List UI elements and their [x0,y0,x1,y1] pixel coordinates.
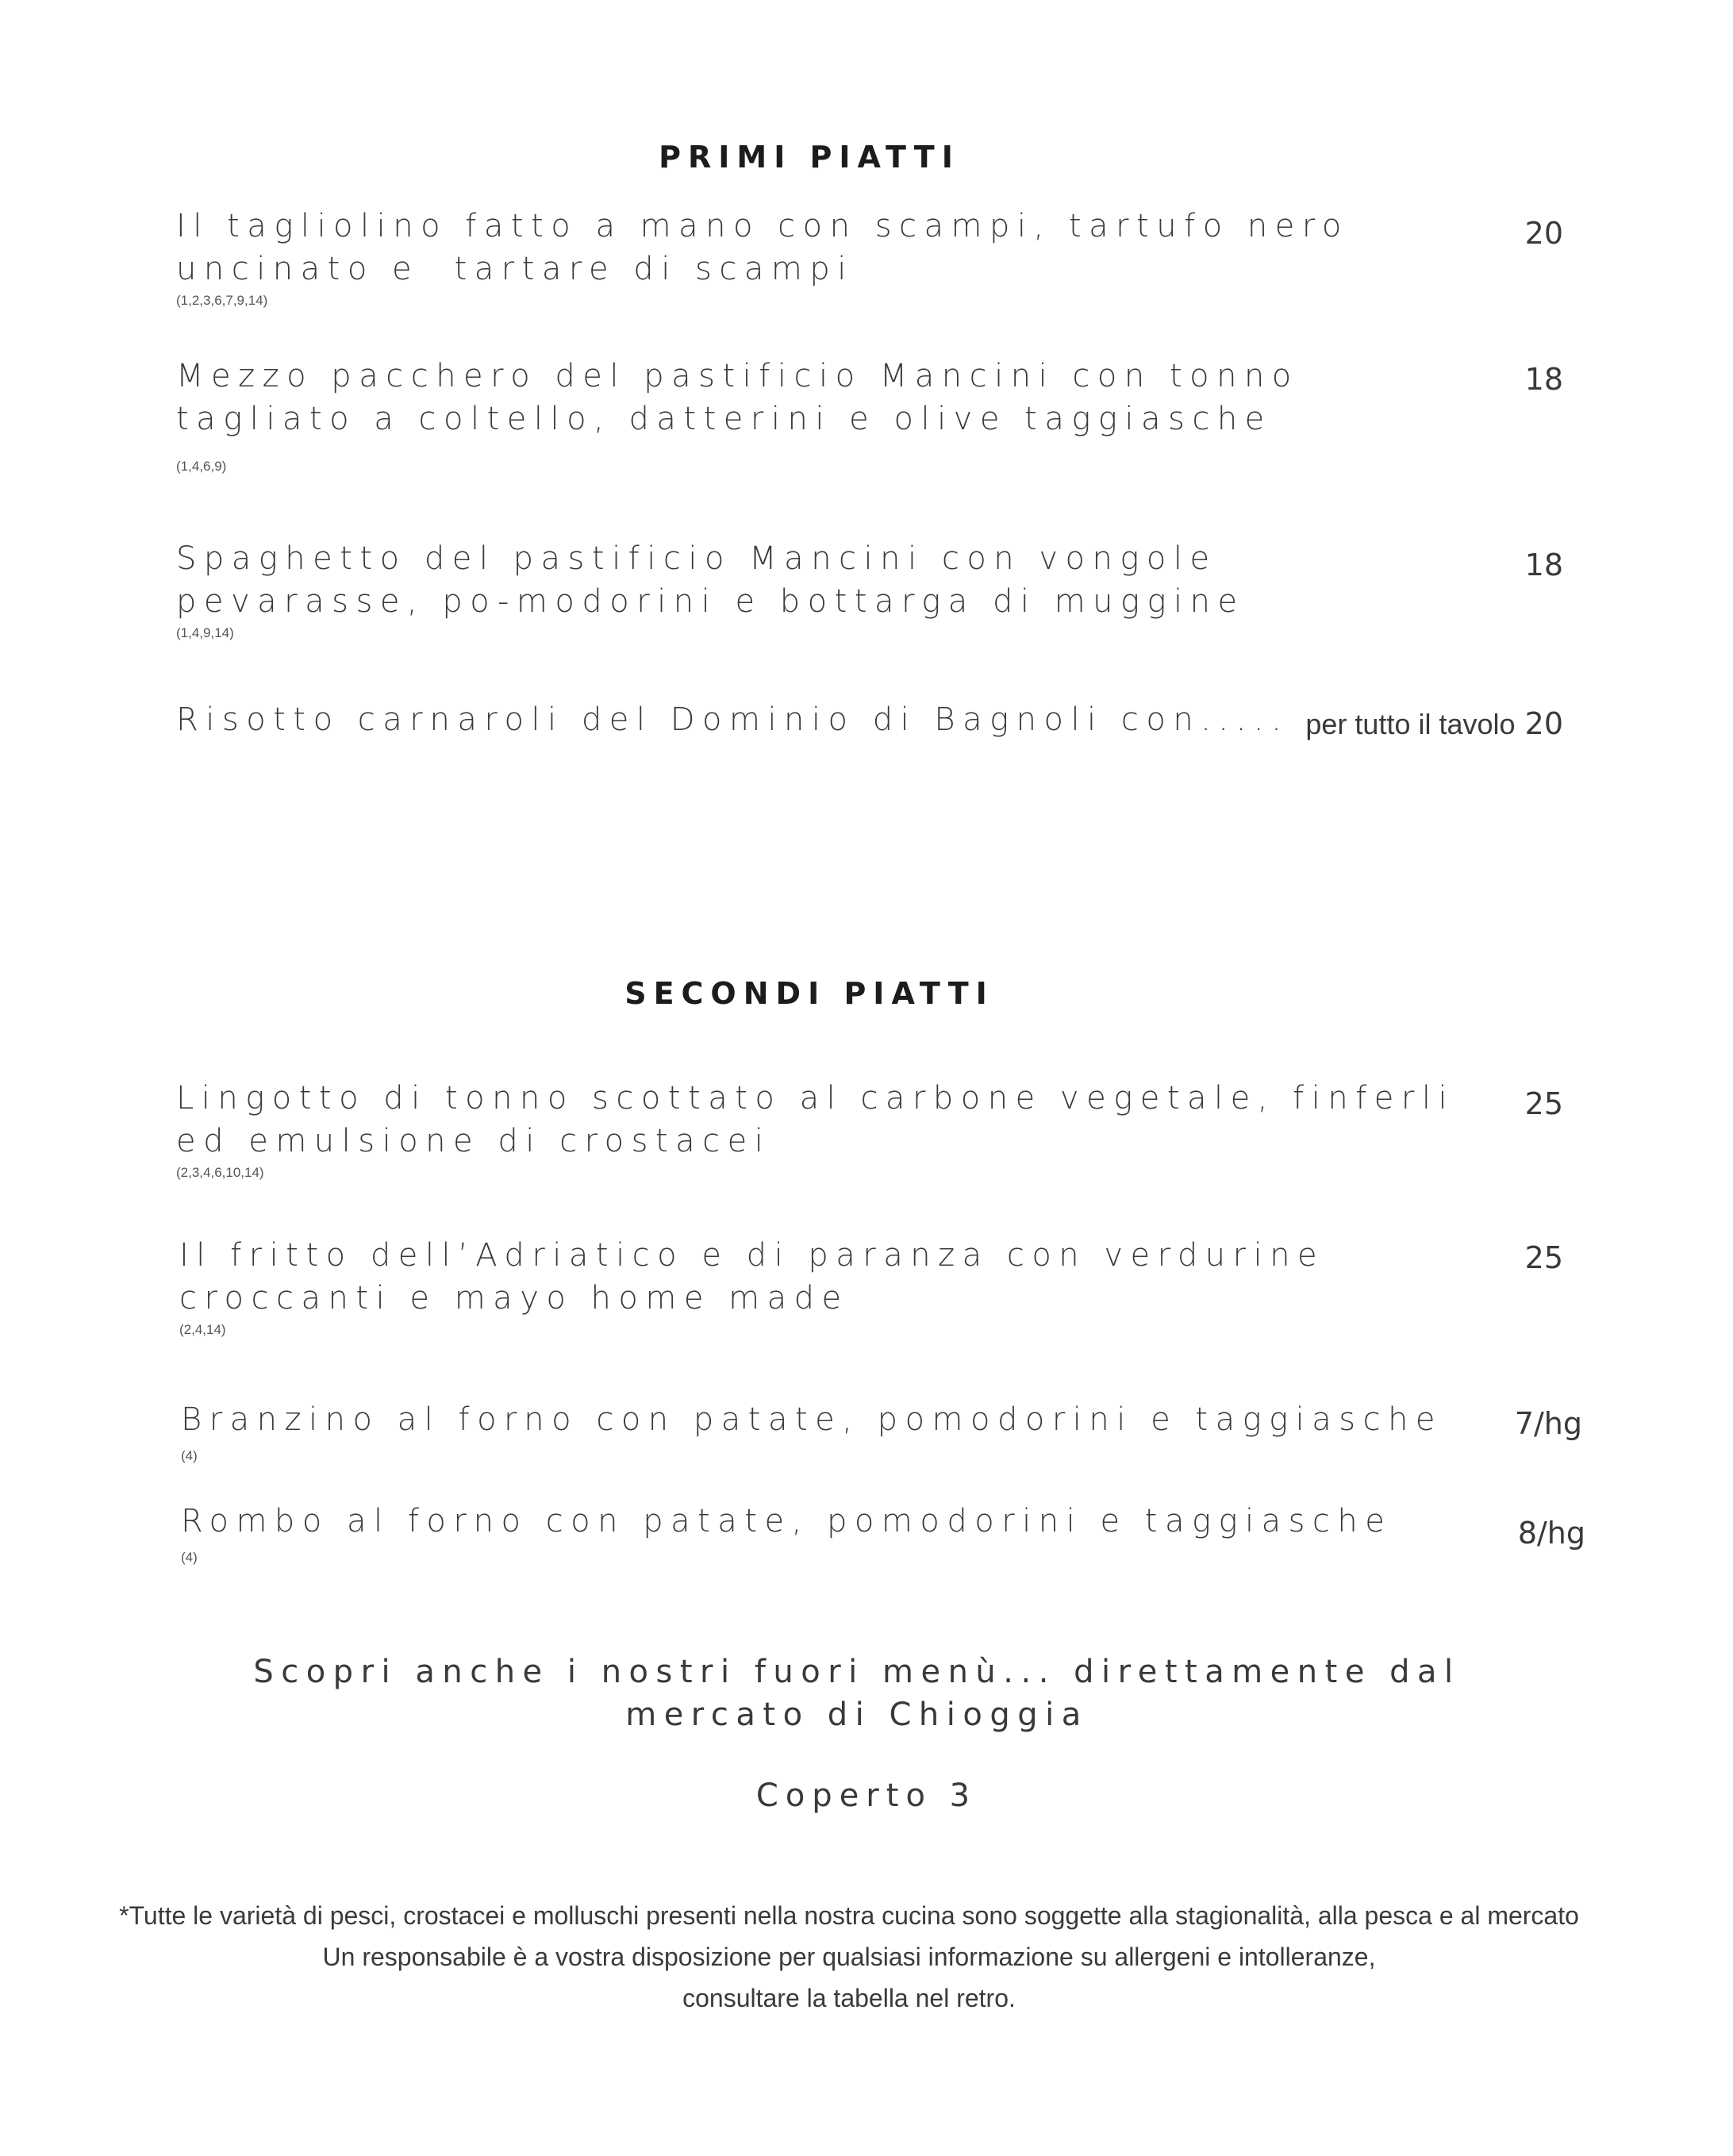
item-price-note: per tutto il tavolo [1305,708,1516,740]
menu-item [176,1077,1477,1182]
item-name: Il fritto dell’Adriatico e di paranza con verdurine croccanti e mayo home made [179,1237,1343,1316]
menu-item [176,205,1477,309]
item-price: 18 [1524,548,1563,582]
item-name: Il tagliolino fatto a mano con scampi, tartufo nero uncinato e tartare di scampi [176,208,1367,287]
item-allergens: (4) [181,1550,198,1565]
footer-line: *Tutte le varietà di pesci, crostacei e molluschi presenti nella nostra cucina sono soggette alla stagionalità, alla pesca e al mercato [119,1901,1579,1930]
item-price: 7/hg [1514,1406,1582,1441]
item-name: Mezzo pacchero del pastificio Mancini con tonno tagliato a coltello, datterini e olive taggiasche [176,358,1316,437]
item-price: 20 [1524,216,1563,251]
item-price: 18 [1524,362,1563,397]
menu-item [176,698,1477,741]
footer-notes [119,1895,1579,2019]
section-title-primi: PRIMI PIATTI [659,140,960,175]
item-price: 20 [1524,706,1563,741]
section-title-secondi: SECONDI PIATTI [624,976,994,1011]
footer-line: consultare la tabella nel retro. [682,1984,1016,2012]
item-allergens: (1,2,3,6,7,9,14) [176,293,268,308]
item-name: Lingotto di tonno scottato al carbone vegetale, finferli ed emulsione di crostacei [176,1080,1473,1159]
footer-line: Un responsabile è a vostra disposizione per qualsiasi informazione su allergeni e intolleranze, [322,1943,1376,1971]
item-name: Risotto carnaroli del Dominio di Bagnoli con..... [176,701,1289,738]
item-name: Rombo al forno con patate, pomodorini e taggiasche [181,1503,1393,1539]
item-price-group [1305,706,1563,741]
item-name: Branzino al forno con patate, pomodorini e taggiasche [181,1401,1443,1438]
menu-item [181,1398,1482,1465]
menu-item [179,1234,1481,1339]
item-price: 8/hg [1517,1516,1585,1551]
item-allergens: (1,4,6,9) [176,459,227,474]
menu-item [176,537,1477,642]
item-name: Spaghetto del pastificio Mancini con vongole pevarasse, po-modorini e bottarga di muggine [176,540,1245,620]
item-price: 25 [1524,1240,1563,1275]
item-allergens: (2,3,4,6,10,14) [176,1165,264,1180]
menu-item [176,355,1477,475]
menu-item [181,1500,1482,1566]
item-allergens: (4) [181,1448,198,1463]
item-allergens: (2,4,14) [179,1322,226,1337]
item-allergens: (1,4,9,14) [176,625,234,640]
coperto: Coperto 3 [755,1777,978,1814]
discover-note: Scopri anche i nostri fuori menù... direttamente dal mercato di Chioggia [253,1654,1461,1733]
item-price: 25 [1524,1086,1563,1121]
